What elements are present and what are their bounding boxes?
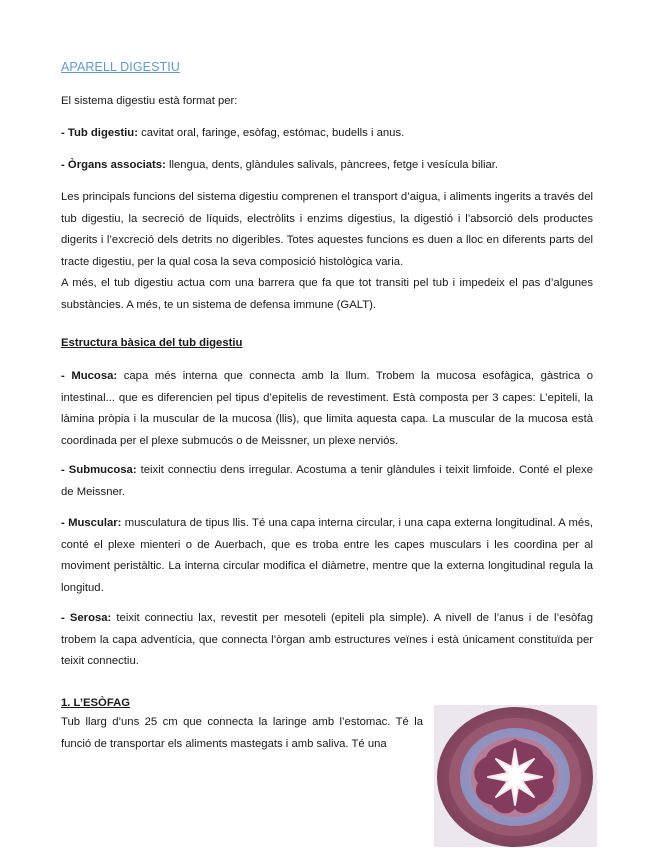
layer-text: teixit connectiu lax, revestit per mesoteli (epiteli pla simple). A nivell de l’anus i de l’esòfag trobem la capa adventícia, que connecta l’òrgan amb estructures veïnes i està únicament constituïda per teixit connectiu.: [61, 612, 593, 667]
esofag-heading: 1. L’ESÒFAG: [61, 697, 131, 709]
item-text: cavitat oral, faringe, esòfag, estómac, budells i anus.: [137, 127, 405, 139]
layer-text: teixit connectiu dens irregular. Acostuma a tenir glàndules i teixit limfoide. Conté el plexe de Meissner.: [61, 464, 593, 498]
layer-text: capa més interna que connecta amb la llum. Trobem la mucosa esofàgica, gàstrica o intestinal... que es diferencien pel tipus d’epitelis de revestiment. Està composta per 3 capes: L’epiteli, la làmina pròpia i la muscular de la mucosa (llis), que limita aquesta capa. La muscular de la mucosa està coordinada per el plexe submucós o de Meissner, un plexe nerviós.: [61, 370, 593, 447]
layer-label: - Mucosa:: [61, 370, 118, 382]
layer-label: - Submucosa:: [61, 464, 137, 476]
layer-mucosa: [61, 366, 593, 452]
item-label: - Òrgans associats:: [61, 159, 166, 171]
item-tub-digestiu: [61, 123, 593, 145]
functions-text: Les principals funcions del sistema digestiu comprenen el transport d’aigua, i aliments ingerits a través del tub digestiu, la secreció de líquids, electròlits i enzims digestius, la digestió i l’absorció dels productes digerits i l’excreció dels detrits no digeribles. Totes aquestes funcions es duen a lloc en diferents parts del tracte digestiu, per la qual cosa la seva composició histològica varia.: [61, 191, 593, 268]
layer-label: - Muscular:: [61, 517, 122, 529]
functions-paragraph: [61, 187, 593, 316]
esophagus-cross-section-icon: [434, 705, 597, 847]
layer-submucosa: [61, 460, 593, 503]
item-text: llengua, dents, glàndules salivals, pàncrees, fetge i vesícula biliar.: [165, 159, 499, 171]
layer-serosa: [61, 608, 593, 673]
item-label: - Tub digestiu:: [61, 127, 138, 139]
layer-label: - Serosa:: [61, 612, 112, 624]
esophagus-histology-image: [434, 705, 597, 847]
esofag-paragraph: Tub llarg d’uns 25 cm que connecta la laringe amb l’estomac. Té la funció de transportar els aliments mastegats i amb saliva. Té una: [61, 716, 423, 750]
functions-text-2: A més, el tub digestiu actua com una barrera que fa que tot transiti pel tub i impedeix el pas d’algunes substàncies. A més, te un sistema de defensa immune (GALT).: [61, 277, 593, 311]
intro-paragraph: El sistema digestiu està format per:: [61, 95, 238, 107]
document-title: APARELL DIGESTIU: [61, 60, 180, 74]
item-organs-associats: [61, 155, 593, 177]
structure-heading: Estructura bàsica del tub digestiu: [61, 337, 243, 349]
layer-muscular: [61, 513, 593, 599]
layer-text: musculatura de tipus llis. Té una capa interna circular, i una capa externa longitudinal. A més, conté el plexe mienteri o de Auerbach, que es troba entre les capes musculars i les coordina per al moviment peristàltic. La interna circular modifica el diàmetre, mentre que la externa longitudinal regula la longitud.: [61, 517, 593, 594]
